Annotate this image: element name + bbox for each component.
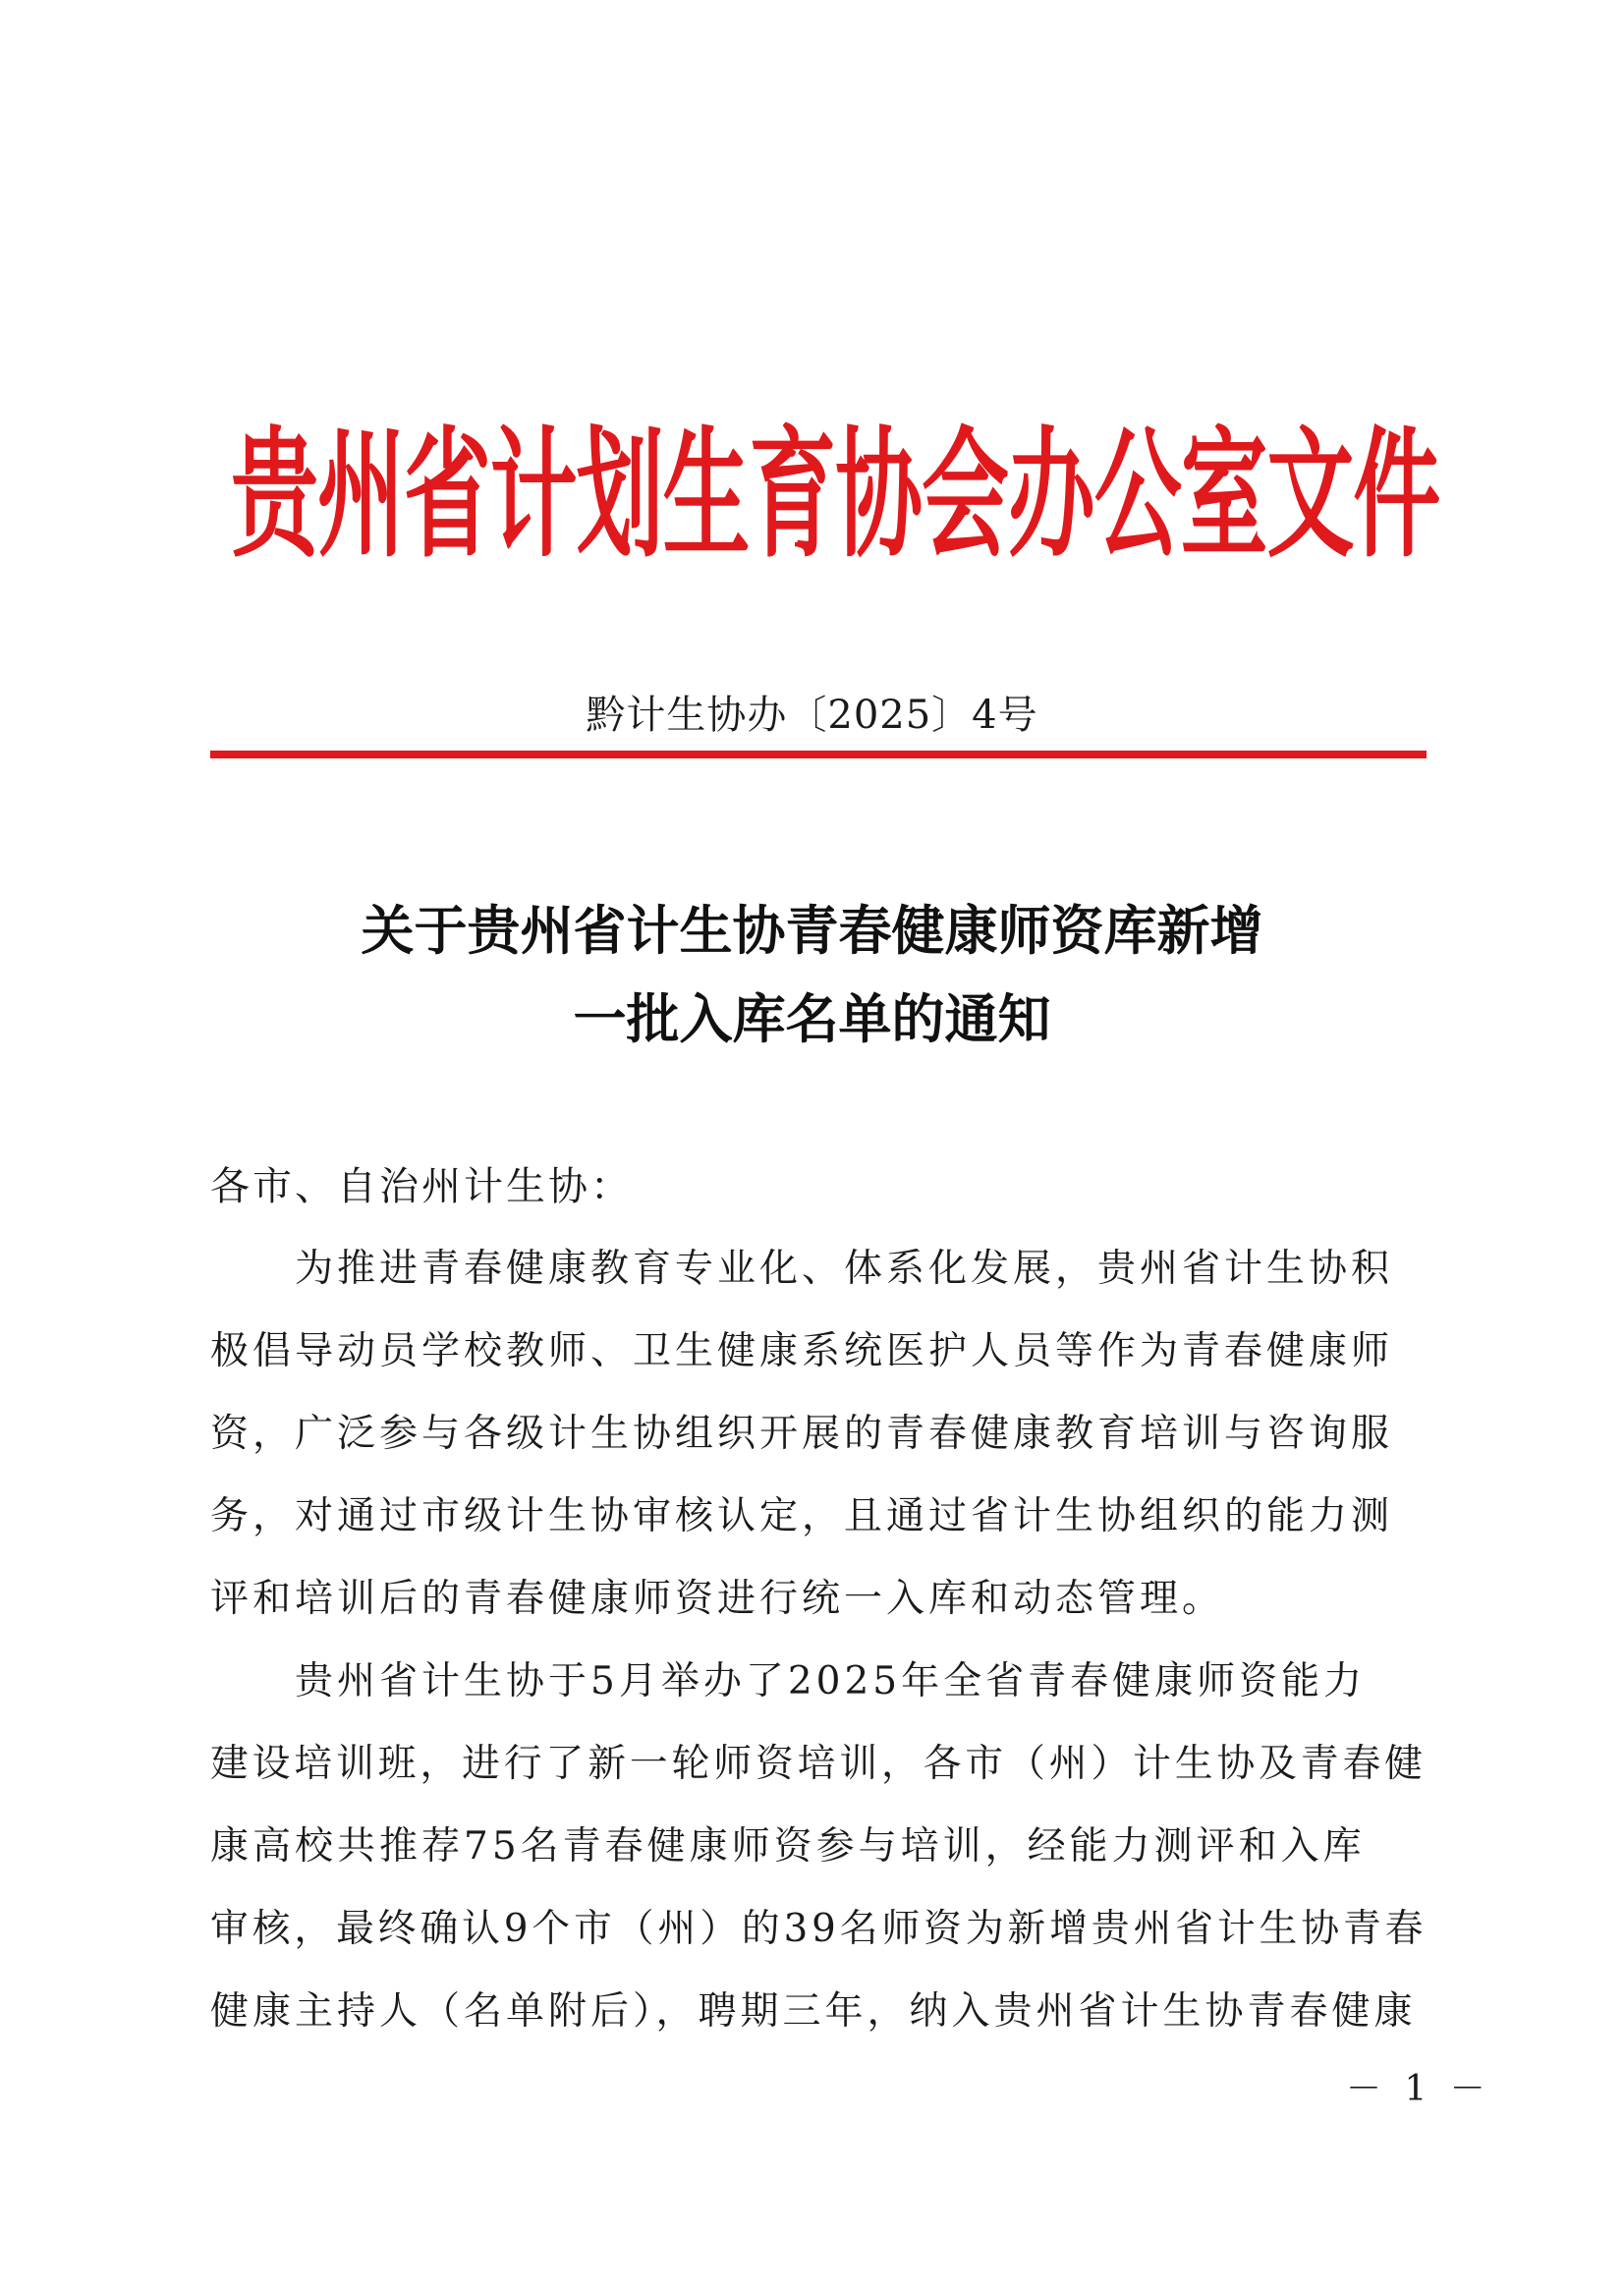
paragraph-1-line-2: 极倡导动员学校教师、卫生健康系统医护人员等作为青春健康师 (210, 1329, 1394, 1373)
paragraph-2-line-2: 建设培训班，进行了新一轮师资培训，各市（州）计生协及青春健 (210, 1742, 1428, 1786)
paragraph-2-line-1: 贵州省计生协于5月举办了2025年全省青春健康师资能力 (295, 1659, 1367, 1703)
paragraph-2-line-4: 审核，最终确认9个市（州）的39名师资为新增贵州省计生协青春 (210, 1907, 1428, 1951)
red-separator-line (210, 751, 1427, 758)
masthead-title: 贵州省计划生育协会办公室文件 (231, 414, 1440, 578)
paragraph-1-line-4: 务，对通过市级计生协审核认定，且通过省计生协组织的能力测 (210, 1494, 1394, 1538)
paragraph-1-line-3: 资，广泛参与各级计生协组织开展的青春健康教育培训与咨询服 (210, 1412, 1394, 1456)
paragraph-2-line-3: 康高校共推荐75名青春健康师资参与培训，经能力测评和入库 (210, 1824, 1366, 1869)
page-number: － 1 － (1346, 2069, 1491, 2109)
paragraph-1-line-1: 为推进青春健康教育专业化、体系化发展，贵州省计生协积 (295, 1247, 1394, 1291)
notice-title-line-2: 一批入库名单的通知 (573, 987, 1051, 1050)
paragraph-2-line-5: 健康主持人（名单附后），聘期三年，纳入贵州省计生协青春健康 (210, 1989, 1417, 2034)
document-number: 黔计生协办〔2025〕4号 (586, 693, 1038, 738)
salutation: 各市、自治州计生协： (210, 1164, 633, 1209)
paragraph-1-line-5: 评和培训后的青春健康师资进行统一入库和动态管理。 (210, 1577, 1225, 1621)
notice-title-line-1: 关于贵州省计生协青春健康师资库新增 (361, 899, 1263, 962)
